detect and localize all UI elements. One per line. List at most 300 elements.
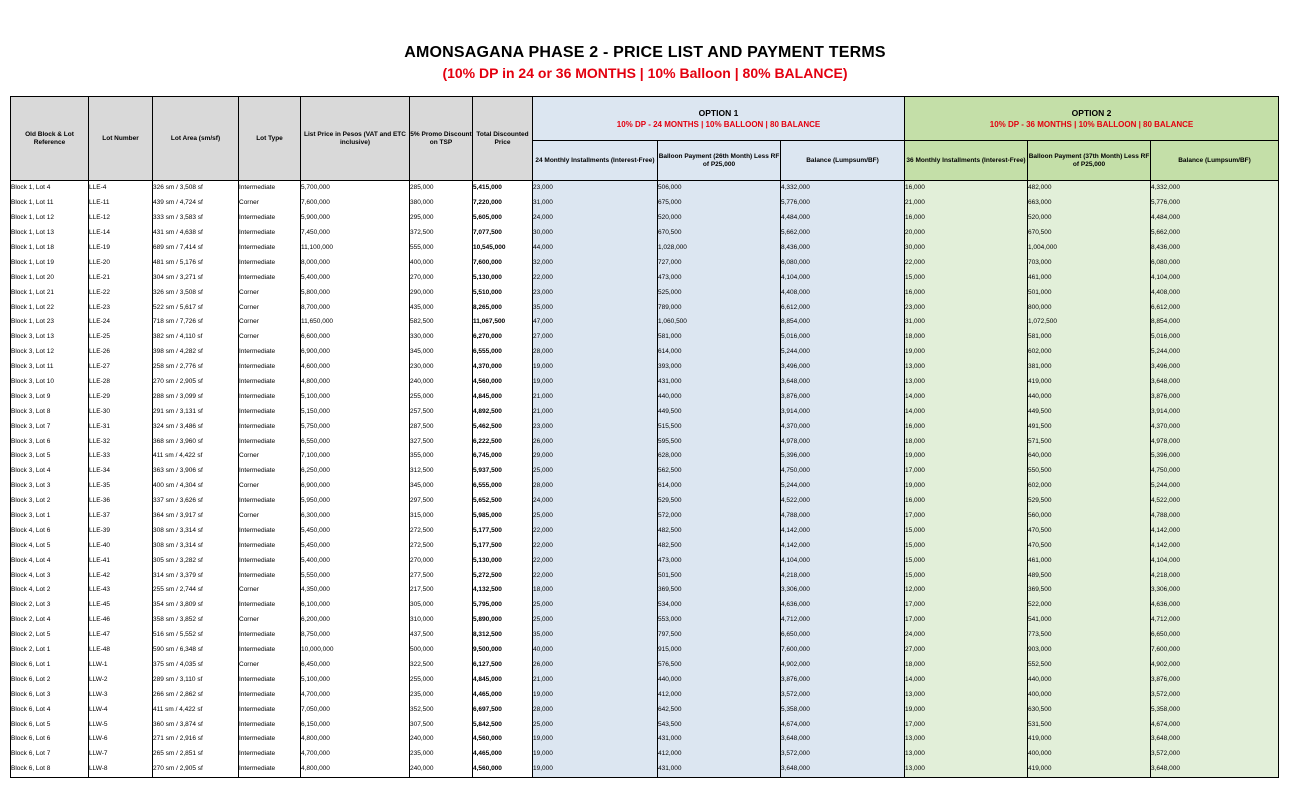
lot-area-cell: 271 sm / 2,916 sf	[153, 732, 239, 747]
total-discounted-price-cell: 5,415,000	[473, 181, 533, 196]
opt1-balance-cell: 4,978,000	[781, 434, 905, 449]
opt1-balance-cell: 8,854,000	[781, 315, 905, 330]
opt1-balloon-payment-cell: 369,500	[658, 583, 781, 598]
table-row	[11, 449, 1279, 464]
opt1-balloon-payment-cell: 576,500	[658, 658, 781, 673]
opt1-balance-cell: 4,408,000	[781, 285, 905, 300]
promo-discount-cell: 240,000	[410, 732, 473, 747]
promo-discount-cell: 305,000	[410, 598, 473, 613]
promo-discount-cell: 352,500	[410, 702, 473, 717]
opt2-balloon-payment-cell: 560,000	[1028, 509, 1151, 524]
block-lot-reference-cell: Block 3, Lot 8	[11, 404, 89, 419]
lot-number-cell: LLE-40	[89, 538, 153, 553]
opt2-monthly-installment-cell: 17,000	[905, 598, 1028, 613]
opt2-balloon-payment-cell: 522,000	[1028, 598, 1151, 613]
lot-area-cell: 360 sm / 3,874 sf	[153, 717, 239, 732]
opt2-balloon-payment-cell: 602,000	[1028, 345, 1151, 360]
header-total-discounted-price: Total Discounted Price	[473, 97, 533, 181]
opt1-balloon-payment-cell: 1,028,000	[658, 241, 781, 256]
opt2-balance-cell: 6,612,000	[1151, 300, 1279, 315]
lot-type-cell: Intermediate	[239, 568, 301, 583]
lot-type-cell: Intermediate	[239, 270, 301, 285]
opt1-balance-cell: 4,142,000	[781, 523, 905, 538]
opt1-monthly-installment-cell: 21,000	[533, 404, 658, 419]
opt1-balloon-payment-cell: 431,000	[658, 375, 781, 390]
opt2-balance-cell: 5,358,000	[1151, 702, 1279, 717]
block-lot-reference-cell: Block 2, Lot 5	[11, 628, 89, 643]
table-row	[11, 300, 1279, 315]
opt1-balloon-payment-cell: 534,000	[658, 598, 781, 613]
opt2-balance-cell: 4,750,000	[1151, 464, 1279, 479]
opt2-balloon-payment-cell: 663,000	[1028, 196, 1151, 211]
opt1-monthly-installment-cell: 22,000	[533, 523, 658, 538]
block-lot-reference-cell: Block 4, Lot 5	[11, 538, 89, 553]
lot-number-cell: LLE-27	[89, 360, 153, 375]
opt2-balloon-payment-cell: 531,500	[1028, 717, 1151, 732]
total-discounted-price-cell: 5,177,500	[473, 538, 533, 553]
table-row	[11, 687, 1279, 702]
opt1-monthly-installment-cell: 19,000	[533, 375, 658, 390]
lot-type-cell: Intermediate	[239, 628, 301, 643]
opt2-balloon-payment-cell: 541,000	[1028, 613, 1151, 628]
opt2-balloon-payment-cell: 461,000	[1028, 270, 1151, 285]
lot-type-cell: Intermediate	[239, 464, 301, 479]
opt2-balance-cell: 4,218,000	[1151, 568, 1279, 583]
table-row	[11, 434, 1279, 449]
opt2-balance-cell: 4,332,000	[1151, 181, 1279, 196]
opt1-balloon-payment-cell: 553,000	[658, 613, 781, 628]
opt1-balance-cell: 4,674,000	[781, 717, 905, 732]
lot-number-cell: LLE-30	[89, 404, 153, 419]
block-lot-reference-cell: Block 4, Lot 4	[11, 553, 89, 568]
promo-discount-cell: 230,000	[410, 360, 473, 375]
lot-type-cell: Intermediate	[239, 494, 301, 509]
lot-area-cell: 270 sm / 2,905 sf	[153, 375, 239, 390]
header-promo-discount: 5% Promo Discount on TSP	[410, 97, 473, 181]
table-row	[11, 211, 1279, 226]
promo-discount-cell: 270,000	[410, 553, 473, 568]
total-discounted-price-cell: 5,177,500	[473, 523, 533, 538]
opt1-balance-cell: 5,244,000	[781, 479, 905, 494]
opt1-monthly-installment-cell: 28,000	[533, 702, 658, 717]
lot-type-cell: Intermediate	[239, 598, 301, 613]
block-lot-reference-cell: Block 3, Lot 3	[11, 479, 89, 494]
opt2-monthly-installment-cell: 19,000	[905, 345, 1028, 360]
list-price-cell: 6,900,000	[301, 345, 410, 360]
opt2-balance-cell: 4,408,000	[1151, 285, 1279, 300]
opt1-balloon-payment-cell: 440,000	[658, 672, 781, 687]
opt2-monthly-installment-cell: 16,000	[905, 181, 1028, 196]
total-discounted-price-cell: 5,130,000	[473, 553, 533, 568]
lot-type-cell: Corner	[239, 285, 301, 300]
opt2-balance-cell: 5,244,000	[1151, 345, 1279, 360]
table-row	[11, 613, 1279, 628]
promo-discount-cell: 582,500	[410, 315, 473, 330]
opt1-monthly-installment-cell: 32,000	[533, 255, 658, 270]
promo-discount-cell: 295,000	[410, 211, 473, 226]
total-discounted-price-cell: 6,555,000	[473, 345, 533, 360]
opt2-balance-cell: 7,600,000	[1151, 643, 1279, 658]
opt2-monthly-installment-cell: 17,000	[905, 464, 1028, 479]
opt1-monthly-installment-cell: 19,000	[533, 732, 658, 747]
table-row	[11, 583, 1279, 598]
list-price-cell: 4,600,000	[301, 360, 410, 375]
opt1-monthly-installment-cell: 21,000	[533, 672, 658, 687]
opt1-balloon-payment-cell: 412,000	[658, 687, 781, 702]
opt2-monthly-installment-cell: 16,000	[905, 419, 1028, 434]
opt1-balloon-payment-cell: 1,060,500	[658, 315, 781, 330]
total-discounted-price-cell: 7,077,500	[473, 226, 533, 241]
opt2-balance-cell: 4,978,000	[1151, 434, 1279, 449]
table-row	[11, 747, 1279, 762]
lot-area-cell: 481 sm / 5,176 sf	[153, 255, 239, 270]
option-1-title: OPTION 1	[698, 107, 739, 118]
list-price-cell: 5,700,000	[301, 181, 410, 196]
table-row	[11, 255, 1279, 270]
opt1-balloon-payment-cell: 562,500	[658, 464, 781, 479]
lot-number-cell: LLE-33	[89, 449, 153, 464]
block-lot-reference-cell: Block 4, Lot 2	[11, 583, 89, 598]
lot-number-cell: LLE-36	[89, 494, 153, 509]
promo-discount-cell: 272,500	[410, 538, 473, 553]
opt1-monthly-installment-cell: 22,000	[533, 270, 658, 285]
lot-number-cell: LLE-34	[89, 464, 153, 479]
opt2-balance-cell: 4,636,000	[1151, 598, 1279, 613]
opt2-balance-cell: 4,142,000	[1151, 523, 1279, 538]
opt2-monthly-installment-cell: 15,000	[905, 538, 1028, 553]
promo-discount-cell: 217,500	[410, 583, 473, 598]
table-row	[11, 196, 1279, 211]
opt1-balance-cell: 5,016,000	[781, 330, 905, 345]
opt2-monthly-installment-cell: 19,000	[905, 479, 1028, 494]
total-discounted-price-cell: 4,370,000	[473, 360, 533, 375]
opt2-monthly-installment-cell: 17,000	[905, 613, 1028, 628]
lot-type-cell: Corner	[239, 449, 301, 464]
opt1-monthly-installment-cell: 27,000	[533, 330, 658, 345]
lot-area-cell: 337 sm / 3,626 sf	[153, 494, 239, 509]
total-discounted-price-cell: 4,560,000	[473, 762, 533, 777]
lot-number-cell: LLE-12	[89, 211, 153, 226]
opt2-monthly-installment-cell: 15,000	[905, 523, 1028, 538]
opt2-balance-cell: 4,104,000	[1151, 553, 1279, 568]
opt2-balloon-payment-cell: 571,500	[1028, 434, 1151, 449]
block-lot-reference-cell: Block 3, Lot 9	[11, 389, 89, 404]
total-discounted-price-cell: 5,510,000	[473, 285, 533, 300]
list-price-cell: 5,800,000	[301, 285, 410, 300]
list-price-cell: 8,750,000	[301, 628, 410, 643]
opt2-balance-cell: 4,712,000	[1151, 613, 1279, 628]
block-lot-reference-cell: Block 6, Lot 4	[11, 702, 89, 717]
lot-type-cell: Corner	[239, 613, 301, 628]
opt1-balloon-payment-cell: 482,500	[658, 523, 781, 538]
opt1-balance-cell: 5,396,000	[781, 449, 905, 464]
table-row	[11, 717, 1279, 732]
total-discounted-price-cell: 5,890,000	[473, 613, 533, 628]
list-price-cell: 4,800,000	[301, 732, 410, 747]
list-price-cell: 4,350,000	[301, 583, 410, 598]
total-discounted-price-cell: 7,600,000	[473, 255, 533, 270]
header-opt2-balance: Balance (Lumpsum/BF)	[1151, 141, 1279, 181]
lot-number-cell: LLE-37	[89, 509, 153, 524]
opt2-balance-cell: 4,484,000	[1151, 211, 1279, 226]
total-discounted-price-cell: 8,312,500	[473, 628, 533, 643]
total-discounted-price-cell: 11,067,500	[473, 315, 533, 330]
lot-area-cell: 368 sm / 3,960 sf	[153, 434, 239, 449]
opt2-balloon-payment-cell: 703,000	[1028, 255, 1151, 270]
lot-area-cell: 375 sm / 4,035 sf	[153, 658, 239, 673]
lot-number-cell: LLE-28	[89, 375, 153, 390]
block-lot-reference-cell: Block 1, Lot 19	[11, 255, 89, 270]
opt2-balloon-payment-cell: 470,500	[1028, 523, 1151, 538]
lot-type-cell: Intermediate	[239, 747, 301, 762]
opt1-balance-cell: 4,636,000	[781, 598, 905, 613]
opt2-balance-cell: 4,370,000	[1151, 419, 1279, 434]
opt1-balloon-payment-cell: 797,500	[658, 628, 781, 643]
table-row	[11, 479, 1279, 494]
promo-discount-cell: 330,000	[410, 330, 473, 345]
total-discounted-price-cell: 6,222,500	[473, 434, 533, 449]
promo-discount-cell: 255,000	[410, 389, 473, 404]
lot-area-cell: 382 sm / 4,110 sf	[153, 330, 239, 345]
total-discounted-price-cell: 5,462,500	[473, 419, 533, 434]
opt2-monthly-installment-cell: 18,000	[905, 658, 1028, 673]
block-lot-reference-cell: Block 6, Lot 1	[11, 658, 89, 673]
block-lot-reference-cell: Block 2, Lot 3	[11, 598, 89, 613]
promo-discount-cell: 555,000	[410, 241, 473, 256]
opt1-balloon-payment-cell: 572,000	[658, 509, 781, 524]
opt1-balance-cell: 3,648,000	[781, 762, 905, 777]
opt1-balance-cell: 3,572,000	[781, 687, 905, 702]
opt2-balance-cell: 4,674,000	[1151, 717, 1279, 732]
total-discounted-price-cell: 7,220,000	[473, 196, 533, 211]
table-row	[11, 226, 1279, 241]
promo-discount-cell: 272,500	[410, 523, 473, 538]
list-price-cell: 4,800,000	[301, 375, 410, 390]
lot-number-cell: LLE-21	[89, 270, 153, 285]
opt1-balance-cell: 4,712,000	[781, 613, 905, 628]
opt2-balloon-payment-cell: 400,000	[1028, 687, 1151, 702]
list-price-cell: 6,900,000	[301, 479, 410, 494]
opt1-balloon-payment-cell: 431,000	[658, 732, 781, 747]
lot-type-cell: Corner	[239, 658, 301, 673]
total-discounted-price-cell: 5,842,500	[473, 717, 533, 732]
opt2-monthly-installment-cell: 16,000	[905, 285, 1028, 300]
lot-area-cell: 324 sm / 3,486 sf	[153, 419, 239, 434]
lot-area-cell: 516 sm / 5,552 sf	[153, 628, 239, 643]
opt1-monthly-installment-cell: 21,000	[533, 389, 658, 404]
table-row	[11, 762, 1279, 777]
lot-area-cell: 363 sm / 3,906 sf	[153, 464, 239, 479]
lot-type-cell: Intermediate	[239, 226, 301, 241]
opt2-balloon-payment-cell: 1,004,000	[1028, 241, 1151, 256]
header-lot-number: Lot Number	[89, 97, 153, 181]
block-lot-reference-cell: Block 3, Lot 6	[11, 434, 89, 449]
opt1-balance-cell: 5,244,000	[781, 345, 905, 360]
opt1-balance-cell: 8,436,000	[781, 241, 905, 256]
opt2-balance-cell: 3,306,000	[1151, 583, 1279, 598]
lot-number-cell: LLE-19	[89, 241, 153, 256]
header-opt1-balloon: Balloon Payment (26th Month) Less RF of P25,000	[658, 141, 781, 181]
opt1-monthly-installment-cell: 19,000	[533, 360, 658, 375]
opt1-monthly-installment-cell: 26,000	[533, 434, 658, 449]
opt2-monthly-installment-cell: 17,000	[905, 717, 1028, 732]
opt2-monthly-installment-cell: 12,000	[905, 583, 1028, 598]
table-row	[11, 702, 1279, 717]
lot-number-cell: LLE-26	[89, 345, 153, 360]
opt1-monthly-installment-cell: 47,000	[533, 315, 658, 330]
lot-type-cell: Intermediate	[239, 181, 301, 196]
opt1-monthly-installment-cell: 29,000	[533, 449, 658, 464]
opt2-balloon-payment-cell: 529,500	[1028, 494, 1151, 509]
block-lot-reference-cell: Block 3, Lot 7	[11, 419, 89, 434]
opt2-balance-cell: 5,396,000	[1151, 449, 1279, 464]
opt2-monthly-installment-cell: 16,000	[905, 211, 1028, 226]
list-price-cell: 5,100,000	[301, 672, 410, 687]
opt1-balance-cell: 3,876,000	[781, 672, 905, 687]
list-price-cell: 5,950,000	[301, 494, 410, 509]
lot-area-cell: 411 sm / 4,422 sf	[153, 702, 239, 717]
total-discounted-price-cell: 4,465,000	[473, 747, 533, 762]
promo-discount-cell: 270,000	[410, 270, 473, 285]
total-discounted-price-cell: 5,605,000	[473, 211, 533, 226]
block-lot-reference-cell: Block 3, Lot 4	[11, 464, 89, 479]
lot-type-cell: Intermediate	[239, 360, 301, 375]
block-lot-reference-cell: Block 3, Lot 2	[11, 494, 89, 509]
block-lot-reference-cell: Block 3, Lot 13	[11, 330, 89, 345]
total-discounted-price-cell: 4,845,000	[473, 672, 533, 687]
lot-number-cell: LLE-22	[89, 285, 153, 300]
lot-area-cell: 364 sm / 3,917 sf	[153, 509, 239, 524]
block-lot-reference-cell: Block 4, Lot 6	[11, 523, 89, 538]
lot-number-cell: LLE-11	[89, 196, 153, 211]
promo-discount-cell: 322,500	[410, 658, 473, 673]
opt2-balloon-payment-cell: 640,000	[1028, 449, 1151, 464]
promo-discount-cell: 240,000	[410, 762, 473, 777]
opt1-balloon-payment-cell: 628,000	[658, 449, 781, 464]
lot-area-cell: 590 sm / 6,348 sf	[153, 643, 239, 658]
opt2-balance-cell: 6,080,000	[1151, 255, 1279, 270]
table-row	[11, 375, 1279, 390]
opt1-balance-cell: 4,902,000	[781, 658, 905, 673]
promo-discount-cell: 277,500	[410, 568, 473, 583]
opt1-monthly-installment-cell: 22,000	[533, 568, 658, 583]
total-discounted-price-cell: 10,545,000	[473, 241, 533, 256]
opt1-balance-cell: 5,358,000	[781, 702, 905, 717]
opt1-balance-cell: 4,104,000	[781, 270, 905, 285]
opt1-monthly-installment-cell: 35,000	[533, 628, 658, 643]
lot-type-cell: Intermediate	[239, 345, 301, 360]
opt1-balance-cell: 4,522,000	[781, 494, 905, 509]
option-2-terms: 10% DP - 36 MONTHS | 10% BALLOON | 80 BALANCE	[989, 119, 1194, 129]
opt2-balloon-payment-cell: 602,000	[1028, 479, 1151, 494]
opt1-balance-cell: 4,484,000	[781, 211, 905, 226]
lot-area-cell: 354 sm / 3,809 sf	[153, 598, 239, 613]
total-discounted-price-cell: 5,937,500	[473, 464, 533, 479]
lot-number-cell: LLW-4	[89, 702, 153, 717]
opt1-monthly-installment-cell: 25,000	[533, 598, 658, 613]
opt2-balloon-payment-cell: 520,000	[1028, 211, 1151, 226]
page-subtitle: (10% DP in 24 or 36 MONTHS | 10% Balloon | 80% BALANCE)	[442, 65, 848, 81]
block-lot-reference-cell: Block 6, Lot 7	[11, 747, 89, 762]
opt1-balance-cell: 4,142,000	[781, 538, 905, 553]
page-title: AMONSAGANA PHASE 2 - PRICE LIST AND PAYMENT TERMS	[404, 44, 886, 61]
list-price-cell: 7,600,000	[301, 196, 410, 211]
lot-area-cell: 308 sm / 3,314 sf	[153, 538, 239, 553]
table-row	[11, 241, 1279, 256]
lot-area-cell: 288 sm / 3,099 sf	[153, 389, 239, 404]
lot-number-cell: LLE-24	[89, 315, 153, 330]
list-price-cell: 6,450,000	[301, 658, 410, 673]
opt1-balance-cell: 4,750,000	[781, 464, 905, 479]
opt2-balance-cell: 3,648,000	[1151, 375, 1279, 390]
lot-number-cell: LLW-1	[89, 658, 153, 673]
opt1-balloon-payment-cell: 525,000	[658, 285, 781, 300]
opt2-balloon-payment-cell: 489,500	[1028, 568, 1151, 583]
lot-area-cell: 689 sm / 7,414 sf	[153, 241, 239, 256]
total-discounted-price-cell: 5,130,000	[473, 270, 533, 285]
list-price-cell: 6,100,000	[301, 598, 410, 613]
opt1-balance-cell: 4,218,000	[781, 568, 905, 583]
lot-area-cell: 326 sm / 3,508 sf	[153, 181, 239, 196]
promo-discount-cell: 255,000	[410, 672, 473, 687]
opt2-balloon-payment-cell: 800,000	[1028, 300, 1151, 315]
lot-area-cell: 270 sm / 2,905 sf	[153, 762, 239, 777]
list-price-cell: 6,150,000	[301, 717, 410, 732]
opt2-monthly-installment-cell: 19,000	[905, 449, 1028, 464]
opt2-monthly-installment-cell: 17,000	[905, 509, 1028, 524]
lot-number-cell: LLE-42	[89, 568, 153, 583]
total-discounted-price-cell: 4,892,500	[473, 404, 533, 419]
opt2-balloon-payment-cell: 482,000	[1028, 181, 1151, 196]
opt1-monthly-installment-cell: 23,000	[533, 181, 658, 196]
block-lot-reference-cell: Block 3, Lot 10	[11, 375, 89, 390]
opt2-balloon-payment-cell: 440,000	[1028, 672, 1151, 687]
promo-discount-cell: 437,500	[410, 628, 473, 643]
opt1-balance-cell: 4,332,000	[781, 181, 905, 196]
total-discounted-price-cell: 9,500,000	[473, 643, 533, 658]
opt1-balloon-payment-cell: 727,000	[658, 255, 781, 270]
opt1-balance-cell: 3,496,000	[781, 360, 905, 375]
lot-area-cell: 431 sm / 4,638 sf	[153, 226, 239, 241]
promo-discount-cell: 400,000	[410, 255, 473, 270]
opt1-monthly-installment-cell: 19,000	[533, 762, 658, 777]
opt2-balance-cell: 4,902,000	[1151, 658, 1279, 673]
lot-type-cell: Corner	[239, 315, 301, 330]
block-lot-reference-cell: Block 1, Lot 4	[11, 181, 89, 196]
list-price-cell: 7,100,000	[301, 449, 410, 464]
opt1-balloon-payment-cell: 506,000	[658, 181, 781, 196]
lot-area-cell: 289 sm / 3,110 sf	[153, 672, 239, 687]
opt1-balloon-payment-cell: 789,000	[658, 300, 781, 315]
lot-area-cell: 258 sm / 2,776 sf	[153, 360, 239, 375]
opt1-balloon-payment-cell: 642,500	[658, 702, 781, 717]
opt2-balloon-payment-cell: 419,000	[1028, 762, 1151, 777]
block-lot-reference-cell: Block 6, Lot 5	[11, 717, 89, 732]
opt1-balloon-payment-cell: 501,500	[658, 568, 781, 583]
promo-discount-cell: 345,000	[410, 345, 473, 360]
opt2-monthly-installment-cell: 15,000	[905, 270, 1028, 285]
opt2-balloon-payment-cell: 419,000	[1028, 375, 1151, 390]
opt1-monthly-installment-cell: 19,000	[533, 747, 658, 762]
opt2-monthly-installment-cell: 16,000	[905, 494, 1028, 509]
opt2-monthly-installment-cell: 13,000	[905, 360, 1028, 375]
lot-area-cell: 304 sm / 3,271 sf	[153, 270, 239, 285]
opt2-balloon-payment-cell: 381,000	[1028, 360, 1151, 375]
table-row	[11, 404, 1279, 419]
promo-discount-cell: 285,000	[410, 181, 473, 196]
opt2-monthly-installment-cell: 22,000	[905, 255, 1028, 270]
opt1-balloon-payment-cell: 614,000	[658, 479, 781, 494]
